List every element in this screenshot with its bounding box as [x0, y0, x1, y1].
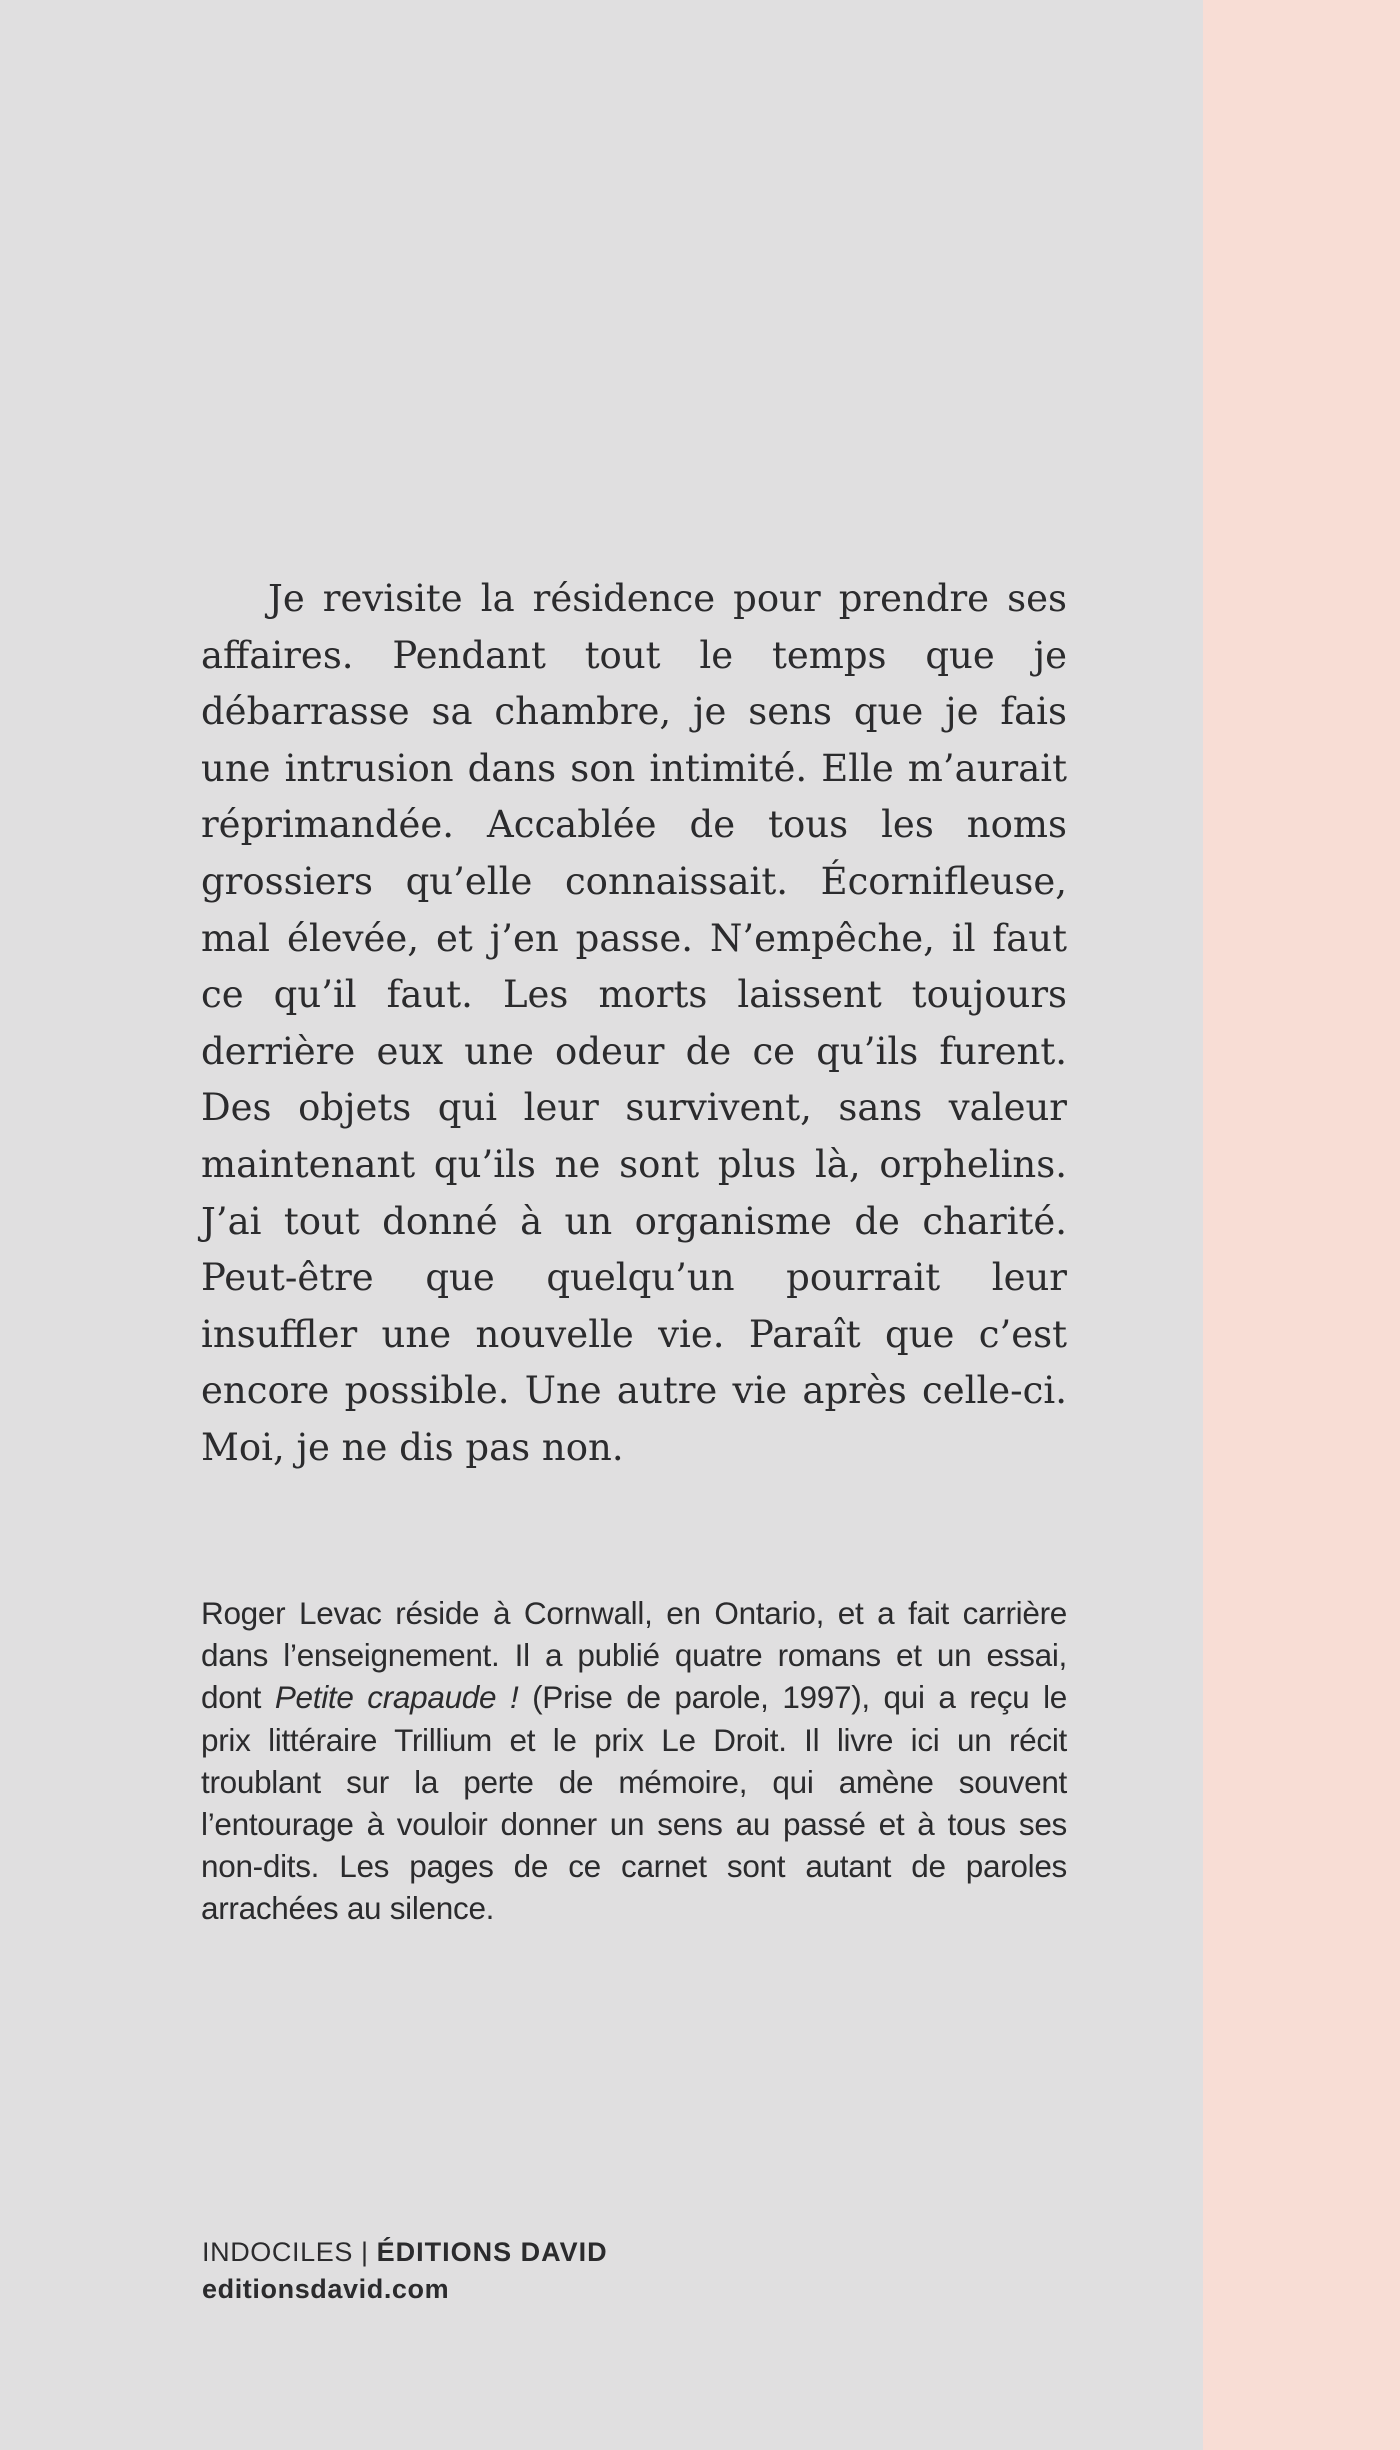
- collection-name: INDOCILES: [202, 2237, 353, 2267]
- publisher-name: ÉDITIONS DAVID: [376, 2237, 608, 2267]
- author-bio-text-end: (Prise de parole, 1997), qui a reçu le prix littéraire Trillium et le prix Le Droit. Il livre ici un récit troublant sur la perte de mémoire, qui amène souvent l’entourage à vouloir donner un sens au passé et à tous ses non-dits. Les pages de ce carnet sont autant de paroles arrachées au silence.: [201, 1679, 1068, 1927]
- publisher-website: editionsdavid.com: [202, 2274, 450, 2304]
- pink-side-band: [1203, 0, 1400, 2450]
- excerpt-paragraph: Je revisite la résidence pour prendre ses affaires. Pendant tout le temps que je débarrasse sa chambre, je sens que je fais une intrusion dans son intimité. Elle m’aurait réprimandée. Accablée de tous les noms grossiers qu’elle connaissait. Écornifleuse, mal élevée, et j’en passe. N’empêche, il faut ce qu’il faut. Les morts laissent toujours derrière eux une odeur de ce qu’ils furent. Des objets qui leur survivent, sans valeur maintenant qu’ils ne sont plus là, orphelins. J’ai tout donné à un organisme de charité. Peut-être que quelqu’un pourrait leur insuffler une nouvelle vie. Paraît que c’est encore possible. Une autre vie après celle-ci. Moi, je ne dis pas non.: [201, 577, 1067, 1469]
- author-bio-text-start: Roger Levac réside à Cornwall, en Ontario, et a fait carrière dans l’enseignement. Il a publié quatre romans et un essai, dont: [201, 1595, 1067, 1716]
- imprint-separator: |: [360, 2237, 369, 2267]
- imprint-line: [202, 2234, 608, 2271]
- publisher-imprint: [202, 2234, 608, 2308]
- book-title: Petite crapaude !: [274, 1679, 519, 1716]
- author-bio: [201, 1592, 1067, 1930]
